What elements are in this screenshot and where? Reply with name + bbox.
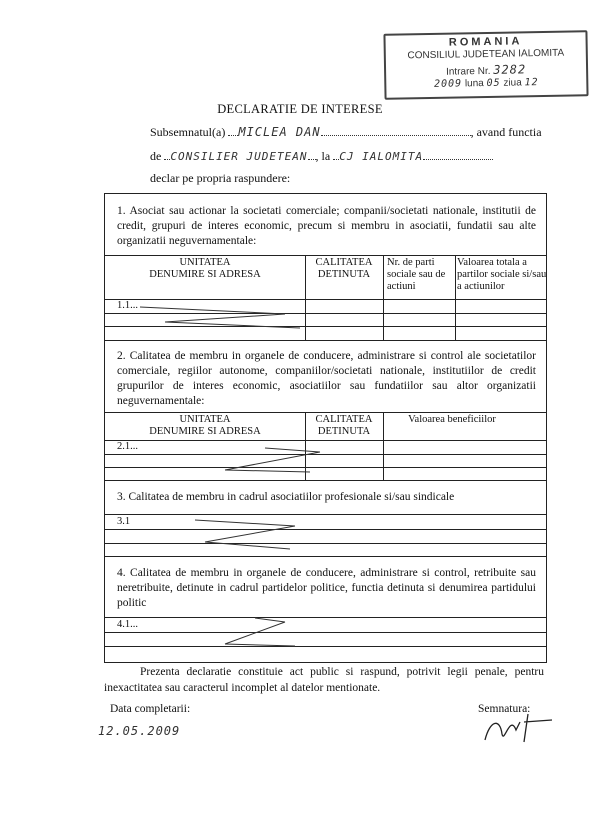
- s2-row-1: 2.1...: [117, 441, 138, 452]
- legal-statement: Prezenta declaratie constituie act public si raspund, potrivit legii penale, pentru inexactitatea sau caracterul incomplet al datelor mentionate.: [104, 666, 544, 694]
- declarant-name: MICLEA DAN: [238, 125, 321, 139]
- stamp-date: [386, 76, 586, 90]
- signature-scribble: [480, 710, 560, 746]
- s1-col-nr-parti: Nr. de parti sociale sau de actiuni: [387, 257, 446, 292]
- function-value: CONSILIER JUDETEAN: [170, 150, 308, 163]
- s4-strike-scribble: [215, 614, 305, 652]
- s2-strike-scribble: [215, 444, 325, 476]
- s3-row-1: 3.1: [117, 516, 131, 527]
- s1-strike-scribble: [135, 302, 315, 332]
- completion-date: 12.05.2009: [98, 724, 181, 738]
- s1-col-valoarea: Valoarea totala a partilor sociale si/sau a actiunilor: [457, 257, 547, 292]
- subsemnatul-label: Subsemnatul(a): [150, 125, 226, 139]
- section3-heading: 3. Calitatea de membru in cadrul asociatiilor profesionale si/sau sindicale: [117, 491, 455, 503]
- s1-col-calitatea: CALITATEA DETINUTA: [315, 257, 373, 280]
- functia-label: , avand functia: [470, 125, 542, 139]
- s2-col-valoarea: Valoarea beneficiilor: [408, 414, 496, 425]
- s4-row-1: 4.1...: [117, 619, 138, 630]
- date-label: Data completarii:: [110, 703, 191, 715]
- s1-col-unitatea: UNITATEA DENUMIRE SI ADRESA: [149, 257, 261, 280]
- de-label: de: [150, 149, 162, 163]
- stamp-entry-label: Intrare Nr.: [445, 65, 491, 78]
- stamp-luna-label: luna: [464, 78, 484, 90]
- stamp-year: 2009: [433, 78, 463, 90]
- registration-stamp: [383, 30, 588, 100]
- stamp-entry-number: 3282: [493, 62, 527, 77]
- la-label: , la: [315, 149, 331, 163]
- stamp-ziua-value: 12: [524, 77, 539, 89]
- section4-heading: 4. Calitatea de membru in organele de conducere, administrare si control, retribuite sau neretribuite, detinute in cadrul partidelor politice, functia detinuta si denumirea partidului politic: [117, 567, 536, 609]
- section2-heading: 2. Calitatea de membru in organele de conducere, administrare si control ale societatilor comerciale, regiilor autonome, companiilor/societati nationale, institutiilor de credit grupurilor de interes economic, asociatiilor sau fundatiilor sau altor organizatii neguvernamentale:: [117, 350, 536, 407]
- institution-value: CJ IALOMITA: [339, 150, 424, 163]
- intro-line-name: [150, 125, 542, 140]
- section1-heading: 1. Asociat sau actionar la societati comerciale; companii/societati nationale, institutii de credit, grupuri de interes economic, precum si membru in asociatii, fundatii sau alte organizatii neguvernamentale:: [117, 205, 536, 247]
- intro-line-function: [150, 149, 493, 164]
- declaration-frame: [104, 193, 547, 663]
- s2-col-calitatea: CALITATEA DETINUTA: [315, 414, 373, 437]
- stamp-country: ROMANIA: [448, 35, 523, 49]
- document-title: DECLARATIE DE INTERESE: [217, 102, 383, 116]
- s3-strike-scribble: [185, 516, 305, 554]
- declar-text: declar pe propria raspundere:: [150, 171, 291, 185]
- stamp-institution: CONSILIUL JUDETEAN IALOMITA: [407, 47, 565, 62]
- s1-row-1: 1.1...: [117, 300, 138, 311]
- s2-col-unitatea: UNITATEA DENUMIRE SI ADRESA: [149, 414, 261, 437]
- stamp-luna-value: 05: [486, 77, 501, 89]
- stamp-ziua-label: ziua: [503, 77, 522, 89]
- signature-label: Semnatura:: [478, 703, 531, 715]
